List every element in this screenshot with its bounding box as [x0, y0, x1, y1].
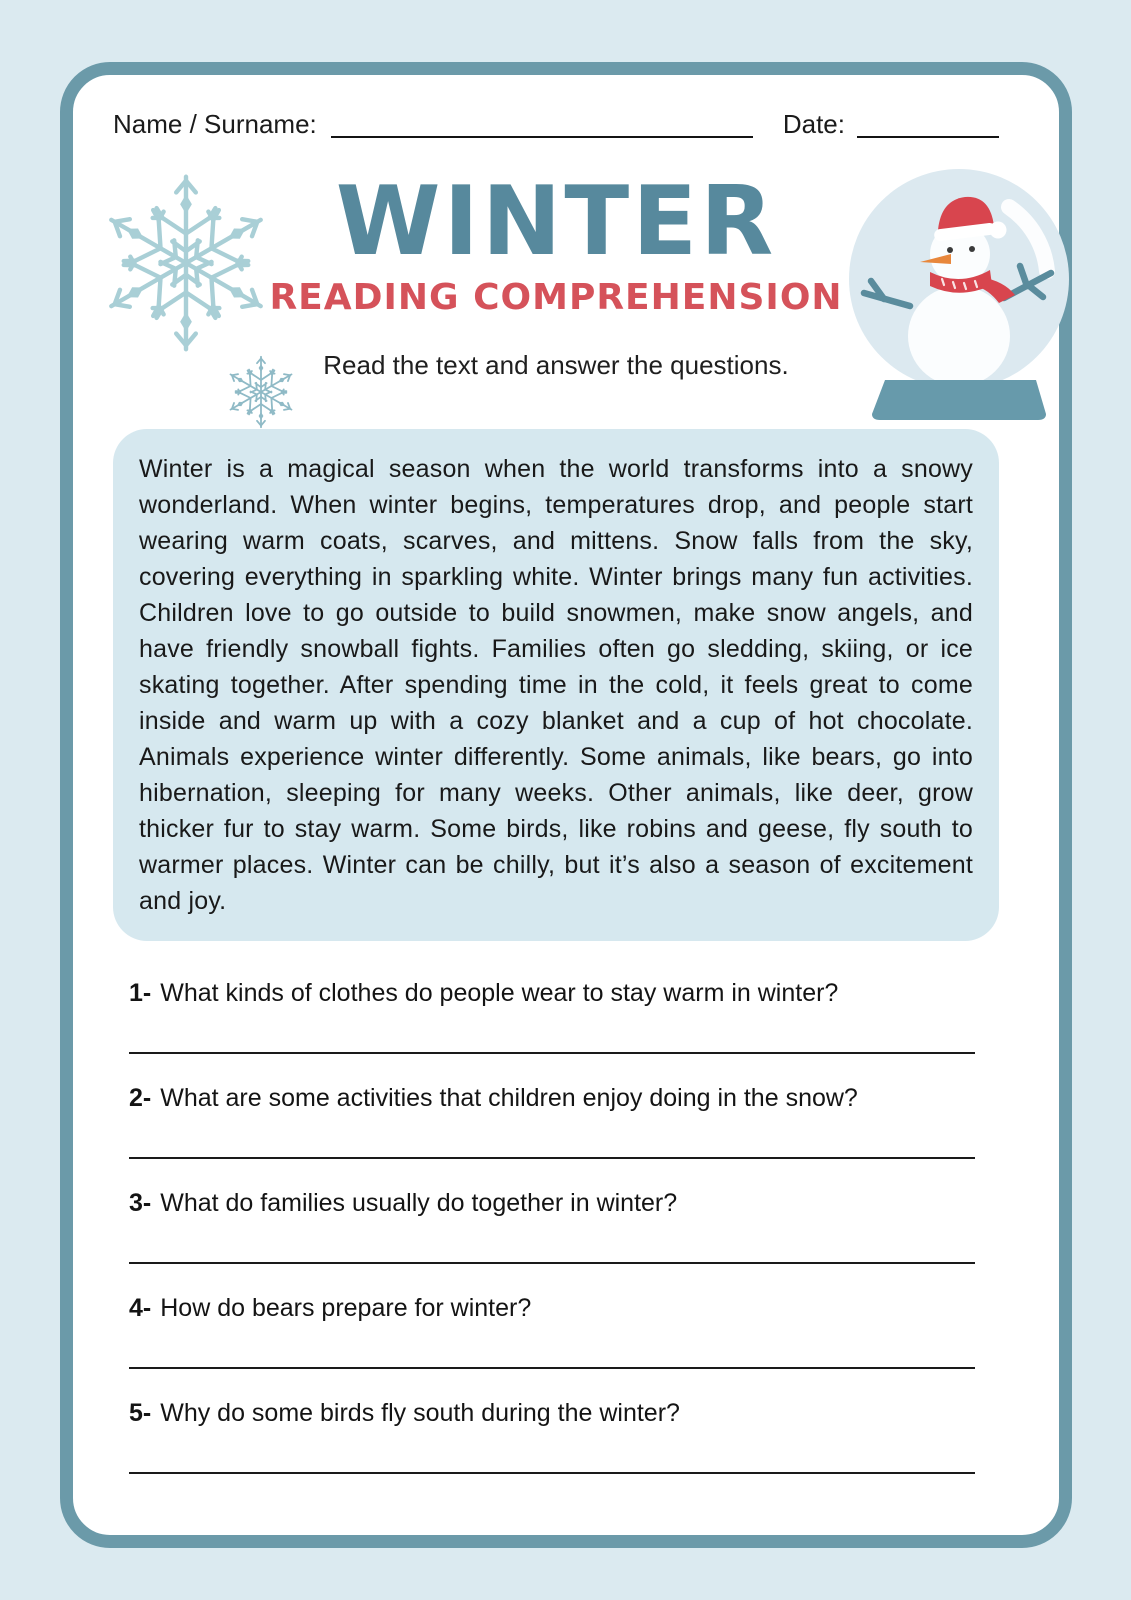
question-label-1: What kinds of clothes do people wear to stay warm in winter? [160, 978, 839, 1007]
answer-line-2[interactable] [129, 1157, 975, 1159]
question-number-5: 5- [129, 1398, 152, 1427]
name-label: Name / Surname: [113, 109, 317, 139]
question-text-5 [129, 1399, 999, 1428]
question-text-3 [129, 1189, 999, 1218]
questions-section [113, 979, 999, 1474]
question-number-2: 2- [129, 1083, 152, 1112]
name-date-row [113, 109, 999, 142]
question-label-2: What are some activities that children enjoy doing in the snow? [160, 1083, 858, 1112]
page-subtitle: READING COMPREHENSION [269, 276, 843, 318]
question-block-1 [129, 979, 999, 1054]
question-block-4 [129, 1294, 999, 1369]
answer-line-5[interactable] [129, 1472, 975, 1474]
reading-passage-text: Winter is a magical season when the world transforms into a snowy wonderland. When winter begins, temperatures drop, and people start wearing warm coats, scarves, and mittens. Snow falls from the sky, covering everything in sparkling white. Winter brings many fun activities. Children love to go outside to build snowmen, make snow angels, and have friendly snowball fights. Families often go sledding, skiing, or ice skating together. After spending time in the cold, it feels great to come inside and warm up with a cozy blanket and a cup of hot chocolate. Animals experience winter differently. Some animals, like bears, go into hibernation, sleeping for many weeks. Other animals, like deer, grow thicker fur to stay warm. Some birds, like robins and geese, fly south to warmer places. Winter can be chilly, but it’s also a season of excitement and joy. [139, 454, 973, 915]
date-input-line[interactable] [857, 110, 999, 138]
question-text-1 [129, 979, 999, 1008]
snow-globe-snowman-icon [846, 166, 1072, 422]
question-block-5 [129, 1399, 999, 1474]
question-label-3: What do families usually do together in winter? [160, 1188, 678, 1217]
instruction-text: Read the text and answer the questions. [323, 349, 789, 380]
question-number-1: 1- [129, 978, 152, 1007]
reading-passage-box [113, 429, 999, 941]
question-label-5: Why do some birds fly south during the winter? [160, 1398, 680, 1427]
question-text-4 [129, 1294, 999, 1323]
question-block-3 [129, 1189, 999, 1264]
question-number-3: 3- [129, 1188, 152, 1217]
question-number-4: 4- [129, 1293, 152, 1322]
answer-line-4[interactable] [129, 1367, 975, 1369]
answer-line-1[interactable] [129, 1052, 975, 1054]
date-label: Date: [782, 109, 845, 139]
page-title: WINTER [335, 167, 777, 277]
answer-line-3[interactable] [129, 1262, 975, 1264]
question-label-4: How do bears prepare for winter? [160, 1293, 532, 1322]
question-block-2 [129, 1084, 999, 1159]
name-input-line[interactable] [331, 110, 753, 138]
question-text-2 [129, 1084, 999, 1113]
